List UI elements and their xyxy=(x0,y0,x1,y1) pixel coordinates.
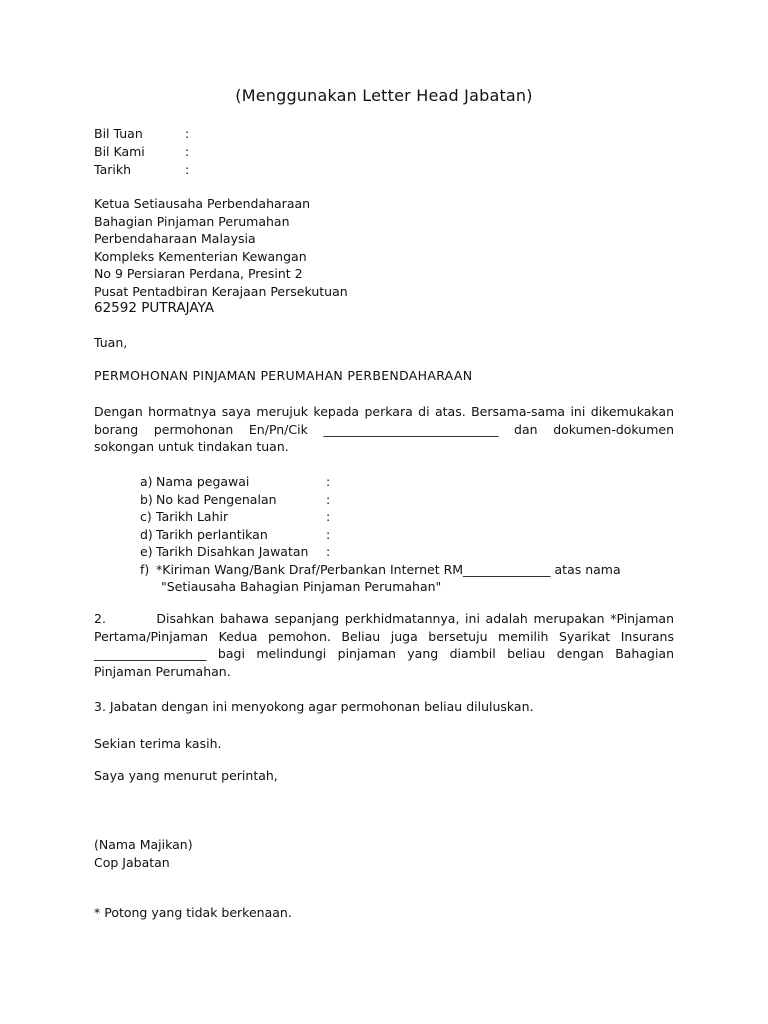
address-line: 62592 PUTRAJAYA xyxy=(94,300,214,316)
item-colon: : xyxy=(326,544,331,559)
item-label: Tarikh Disahkan Jawatan xyxy=(156,544,309,559)
item-letter: e) xyxy=(140,544,153,559)
list-item xyxy=(140,543,621,561)
list-item xyxy=(140,473,621,491)
reference-row xyxy=(94,125,189,143)
reference-colon: : xyxy=(185,162,190,177)
item-colon: : xyxy=(326,509,331,524)
list-item xyxy=(140,526,621,544)
paragraph-intro: Dengan hormatnya saya merujuk kepada perkara di atas. Bersama-sama ini dikemukakan borang permohonan En/Pn/Cik ____________________________ dan dokumen-dokumen sokongan untuk tindakan tuan. xyxy=(94,404,674,454)
list-item xyxy=(140,508,621,526)
employer-block xyxy=(94,836,193,872)
address-line: No 9 Persiaran Perdana, Presint 2 xyxy=(94,266,303,281)
address-line: Pusat Pentadbiran Kerajaan Persekutuan xyxy=(94,283,348,299)
reference-row xyxy=(94,161,189,179)
item-label: Nama pegawai xyxy=(156,474,250,489)
item-colon: : xyxy=(326,491,331,507)
footnote: * Potong yang tidak berkenaan. xyxy=(94,905,292,920)
address-line: Ketua Setiausaha Perbendaharaan xyxy=(94,196,311,211)
employer-stamp: Cop Jabatan xyxy=(94,855,170,870)
reference-label: Tarikh xyxy=(94,162,131,177)
address-line: Perbendaharaan Malaysia xyxy=(94,231,256,246)
item-label: Tarikh perlantikan xyxy=(156,526,268,542)
reference-colon: : xyxy=(185,144,190,159)
list-item xyxy=(140,491,621,509)
address-line: Bahagian Pinjaman Perumahan xyxy=(94,213,290,229)
item-colon: : xyxy=(326,526,331,542)
list-item xyxy=(140,561,621,579)
paragraph-confirmation: 2. Disahkan bahawa sepanjang perkhidmatannya, ini adalah merupakan *Pinjaman Pertama/Pinjaman Kedua pemohon. Beliau juga bersetuju memilih Syarikat Insurans __________________ bagi melindungi pinjaman yang diambil beliau dengan Bahagian Pinjaman Perumahan. xyxy=(94,611,674,679)
recipient-address xyxy=(94,195,348,318)
employer-name: (Nama Majikan) xyxy=(94,837,193,852)
item-letter: d) xyxy=(140,526,153,542)
paragraph-support: 3. Jabatan dengan ini menyokong agar permohonan beliau diluluskan. xyxy=(94,699,534,714)
salutation: Tuan, xyxy=(94,335,128,350)
item-letter: c) xyxy=(140,509,152,524)
item-label: *Kiriman Wang/Bank Draf/Perbankan Internet RM______________ atas nama xyxy=(156,561,621,577)
reference-row xyxy=(94,143,189,161)
applicant-details-list xyxy=(140,473,621,596)
item-letter: a) xyxy=(140,474,153,489)
item-label: No kad Pengenalan xyxy=(156,491,277,507)
letter-subject: PERMOHONAN PINJAMAN PERUMAHAN PERBENDAHARAAN xyxy=(94,368,473,383)
letter-heading: (Menggunakan Letter Head Jabatan) xyxy=(235,86,533,105)
item-letter: b) xyxy=(140,491,153,507)
reference-block xyxy=(94,125,189,179)
address-line: Kompleks Kementerian Kewangan xyxy=(94,248,307,264)
reference-label: Bil Tuan xyxy=(94,126,143,141)
signoff-line: Saya yang menurut perintah, xyxy=(94,768,278,783)
reference-label: Bil Kami xyxy=(94,144,145,159)
item-label: Tarikh Lahir xyxy=(156,509,229,524)
closing-line: Sekian terima kasih. xyxy=(94,736,222,751)
reference-colon: : xyxy=(185,126,190,141)
item-letter: f) xyxy=(140,561,150,577)
item-continuation: "Setiausaha Bahagian Pinjaman Perumahan" xyxy=(161,579,442,594)
item-colon: : xyxy=(326,474,331,489)
